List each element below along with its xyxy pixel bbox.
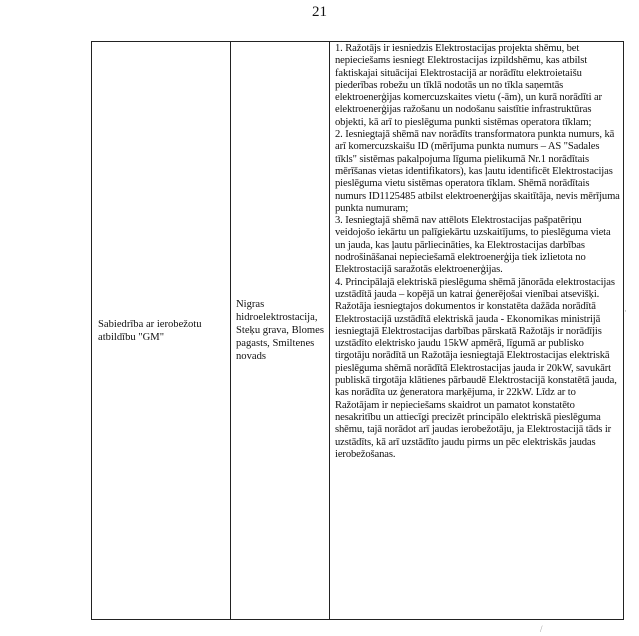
table-row xyxy=(92,42,624,620)
decision-table xyxy=(91,41,624,620)
scan-speck: / xyxy=(540,624,543,634)
deficiency-list xyxy=(330,42,623,461)
scan-speck: · xyxy=(624,306,627,316)
deficiency-item-2: 2. Iesniegtajā shēmā nav norādīts transformatora punkta numurs, kā arī komercuzskaišu ID (mērījuma punkta numurs – AS "Sadales tīkls" sistēmas pakalpojuma līguma pielikumā Nr.1 norādītais mērīšanas vietas identifikators), kas ļautu identificēt Elektrostacijas pieslēguma vietu sistēmas operatora tīklam. Shēmā norādītais numurs ID1125485 atbilst elektroenerģijas skaitītāja, nevis mērījuma punkta numuram; xyxy=(335,129,620,214)
deficiency-item-4: 4. Principālajā elektriskā pieslēguma shēmā jānorāda elektrostacijas uzstādītā jauda – kopējā un katrai ģenerējošai vienībai atsevišķi. Ražotāja iesniegtajos dokumentos ir konstatēta dažāda norādītā Elektrostacijā uzstādītā elektriskā jauda - Ekonomikas ministrijā iesniegtajā Elektrostacijas darbības pārskatā Ražotājs ir norādījis uzstādīto elektrisko jaudu 15kW apmērā, līgumā ar publisko tirgotāju norādītā un Ražotāja iesniegtajā Elektrostacijas elektriskā pieslēguma shēmā norādītā Elektrostacijas jauda ir 20kW, savukārt publiskā tirgotāja klātienes pārbaudē Elektrostacijā konstatētā jauda, kas norādīta uz ģeneratora marķējuma, ir 22kW. Līdz ar to Ražotājam ir nepieciešams skaidrot un pamatot konstatēto nesakritību un attiecīgi precizēt principālo elektriskā pieslēguma shēmu, tajā norādot arī jaudas ierobežotāju, ja Elektrostacijā tāds ir uzstādīts, kā arī uzstādīto jaudu pirms un pēc elektriskās jaudas ierobežošanas. xyxy=(335,276,617,460)
location-cell xyxy=(231,42,330,620)
deficiency-item-3: 3. Iesniegtajā shēmā nav attēlots Elektrostacijas pašpatēriņu veidojošo iekārtu un palīgiekārtu uzskaitījums, to pieslēguma vieta un jauda, kas ļautu pārliecināties, ka Elektrostacijas darbības nodrošināšanai nepieciešamā elektroenerģija tiek izlietota no Elektrostacijā saražotās elektroenerģijas. xyxy=(335,215,611,276)
deficiency-item-1: 1. Ražotājs ir iesniedzis Elektrostacijas projekta shēmu, bet nepieciešams iesniegt Elektrostacijas izpildshēmu, kas atbilst faktiskajai situācijai Elektrostacijā ar norādītu elektroietaišu piederības robežu un tīklā nodotās un no tīkla saņemtās elektroenerģijas komercuzskaites vietu (-ām), un kurā norādīti ar elektroenerģijas ražošanu un nodošanu saistītie infrastruktūras objekti, kā arī to pieslēguma punkti sistēmas operatora tīklam; xyxy=(335,43,602,128)
plant-location: Nigras hidroelektrostacija, Steķu grava, Blomes pagasts, Smiltenes novads xyxy=(236,299,324,362)
notes-cell xyxy=(330,42,624,620)
entity-name: Sabiedrība ar ierobežotu atbildību "GM" xyxy=(98,318,202,343)
entity-cell xyxy=(92,42,231,620)
page-number: 21 xyxy=(312,4,327,20)
